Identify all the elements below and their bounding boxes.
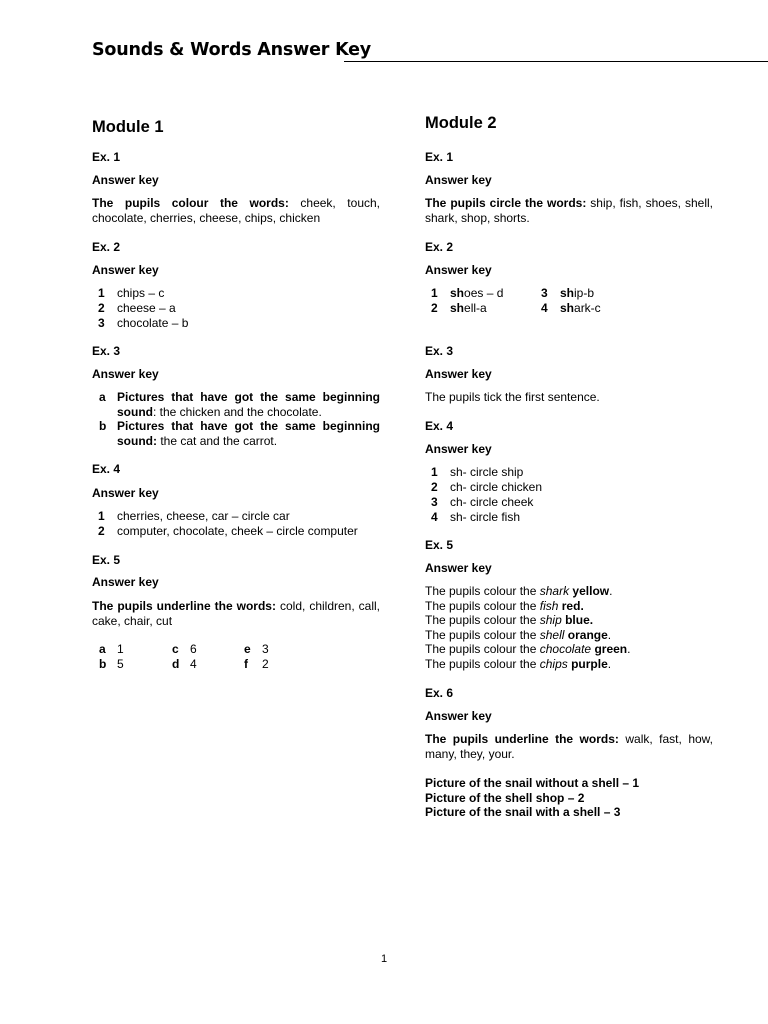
m1-ex1-answer (92, 196, 380, 225)
grid-value: 2 (262, 657, 269, 671)
m2-ex6-pictures (425, 776, 713, 820)
line-prefix: The pupils colour the (425, 584, 540, 598)
m1-ex4-answer-key: Answer key (92, 486, 159, 500)
line-object: chips (539, 656, 568, 671)
item-text: chocolate – b (117, 316, 189, 330)
m2-ex5-label: Ex. 5 (425, 538, 454, 552)
m2-ex1-label: Ex. 1 (425, 150, 454, 164)
item-bold-text: Pictures that have got the same beginning sound (117, 390, 380, 419)
line-colour: orange (567, 627, 608, 642)
item-number: 3 (431, 495, 438, 509)
item-bold-text: Pictures that have got the same beginning sound: (117, 419, 380, 448)
m1-ex3-answer-key: Answer key (92, 367, 159, 381)
item-number: 2 (98, 301, 105, 315)
item-text: the cat and the carrot. (157, 433, 278, 448)
m1-ex1-words: cheek, touch, chocolate, cherries, cheese, chips, chicken (92, 196, 380, 225)
grid-letter: e (244, 642, 251, 656)
m1-ex5-label: Ex. 5 (92, 553, 121, 567)
m1-ex1-instruction: The pupils colour the words: (92, 196, 289, 210)
m1-ex1-answer-key: Answer key (92, 173, 159, 187)
m2-ex1-answer-key: Answer key (425, 173, 492, 187)
m1-ex5-words: cold, children, call, cake, chair, cut (92, 599, 381, 628)
page-number: 1 (380, 953, 388, 965)
item-text: ch- circle cheek (450, 495, 534, 509)
picture-answer: Picture of the shell shop – 2 (425, 790, 585, 805)
m2-ex5-answer-key: Answer key (425, 561, 492, 575)
item-text: chips – c (117, 286, 165, 300)
item-letter: a (99, 390, 106, 404)
item-text: cheese – a (117, 301, 176, 315)
grid-value: 1 (117, 642, 124, 656)
m2-ex4-answer-key: Answer key (425, 442, 492, 456)
item-number: 1 (431, 286, 438, 300)
m1-ex2-answer-key: Answer key (92, 263, 159, 277)
item-number: 2 (431, 301, 438, 315)
grid-letter: b (99, 657, 107, 671)
item-number: 1 (98, 509, 105, 523)
item-bold-text: sh (560, 286, 575, 300)
grid-value: 4 (190, 657, 197, 671)
item-letter: b (99, 419, 107, 433)
line-colour: blue (565, 613, 590, 628)
m1-ex5-answer-key: Answer key (92, 575, 159, 589)
item-number: 4 (541, 301, 548, 315)
m2-ex4-list (425, 465, 713, 525)
line-colour: green (594, 642, 628, 657)
item-number: 3 (541, 286, 548, 300)
line-object: fish (539, 598, 559, 613)
m2-ex2-label: Ex. 2 (425, 240, 454, 254)
line-prefix: The pupils colour the (425, 598, 540, 613)
m2-ex2-answer-key: Answer key (425, 263, 492, 277)
item-text: ark-c (574, 301, 601, 315)
m2-ex6-answer-key: Answer key (425, 709, 492, 723)
m2-ex4-label: Ex. 4 (425, 419, 454, 433)
item-text: cherries, cheese, car – circle car (117, 509, 290, 523)
item-number: 1 (431, 465, 438, 479)
item-text: ell-a (464, 301, 487, 315)
item-number: 3 (98, 316, 105, 330)
picture-answer: Picture of the snail without a shell – 1 (425, 776, 640, 790)
line-prefix: The pupils colour the (425, 656, 540, 671)
line-object: chocolate (539, 642, 592, 657)
module-1-heading: Module 1 (92, 118, 164, 136)
item-bold-text: sh (450, 286, 465, 300)
m2-ex3-answer-key: Answer key (425, 367, 492, 381)
m2-ex3-label: Ex. 3 (425, 344, 454, 358)
colour-line: The pupils colour the ship blue. (425, 613, 594, 628)
line-colour: yellow (572, 584, 610, 598)
m2-ex5-lines (425, 584, 713, 672)
m2-ex1-answer (425, 196, 713, 225)
m1-ex5-answer (92, 599, 380, 628)
item-text: computer, chocolate, cheek – circle computer (117, 524, 358, 538)
line-colour: red (561, 598, 581, 613)
m2-ex6-instruction: The pupils underline the words: (425, 732, 619, 746)
grid-value: 6 (190, 642, 197, 656)
title-underline (344, 61, 768, 62)
m2-ex3-answer: The pupils tick the first sentence. (425, 390, 600, 404)
line-object: ship (539, 613, 562, 628)
grid-letter: d (172, 657, 180, 671)
item-text: oes – d (464, 286, 504, 300)
colour-line: The pupils colour the chocolate green. (425, 642, 631, 657)
m2-ex6-label: Ex. 6 (425, 686, 454, 700)
m1-ex4-label: Ex. 4 (92, 462, 121, 476)
colour-line: The pupils colour the shell orange. (425, 627, 612, 642)
grid-value: 3 (262, 642, 269, 656)
m2-ex1-instruction: The pupils circle the words: (425, 196, 587, 210)
document-title: Sounds & Words Answer Key (92, 40, 372, 60)
item-bold-text: sh (560, 301, 575, 315)
item-text: : the chicken and the chocolate. (153, 404, 322, 419)
module-2-heading: Module 2 (425, 114, 497, 132)
m2-ex1-words: ship, fish, shoes, shell, shark, shop, shorts. (425, 196, 713, 225)
item-bold-text: sh (450, 301, 465, 315)
m1-ex5-answer-grid (92, 642, 380, 672)
grid-letter: c (172, 642, 179, 656)
grid-value: 5 (117, 657, 124, 671)
colour-line: The pupils colour the fish red. (425, 598, 584, 613)
item-text: ip-b (574, 286, 595, 300)
m1-ex3-label: Ex. 3 (92, 344, 121, 358)
line-prefix: The pupils colour the (425, 613, 540, 628)
colour-line: The pupils colour the chips purple. (425, 656, 612, 671)
m1-ex1-label: Ex. 1 (92, 150, 121, 164)
item-text: sh- circle ship (450, 465, 524, 479)
m1-ex2-list (92, 286, 380, 331)
grid-letter: a (99, 642, 106, 656)
line-prefix: The pupils colour the (425, 627, 540, 642)
line-object: shell (539, 627, 565, 642)
item-text: ch- circle chicken (450, 480, 543, 494)
grid-letter: f (244, 657, 248, 671)
colour-line: The pupils colour the shark yellow. (425, 584, 613, 598)
item-text: sh- circle fish (450, 510, 521, 524)
m2-ex6-words: walk, fast, how, many, they, your. (425, 732, 714, 761)
item-number: 1 (98, 286, 105, 300)
m1-ex5-instruction: The pupils underline the words: (92, 599, 276, 613)
m1-ex4-list (92, 509, 380, 539)
picture-answer: Picture of the snail with a shell – 3 (425, 805, 621, 820)
m2-ex2-list (425, 286, 713, 316)
m2-ex6-answer (425, 732, 713, 761)
line-colour: purple (571, 656, 608, 671)
line-prefix: The pupils colour the (425, 642, 540, 657)
line-object: shark (539, 584, 570, 598)
m1-ex2-label: Ex. 2 (92, 240, 121, 254)
item-number: 2 (431, 480, 438, 494)
item-number: 4 (431, 510, 438, 524)
item-number: 2 (98, 524, 105, 538)
